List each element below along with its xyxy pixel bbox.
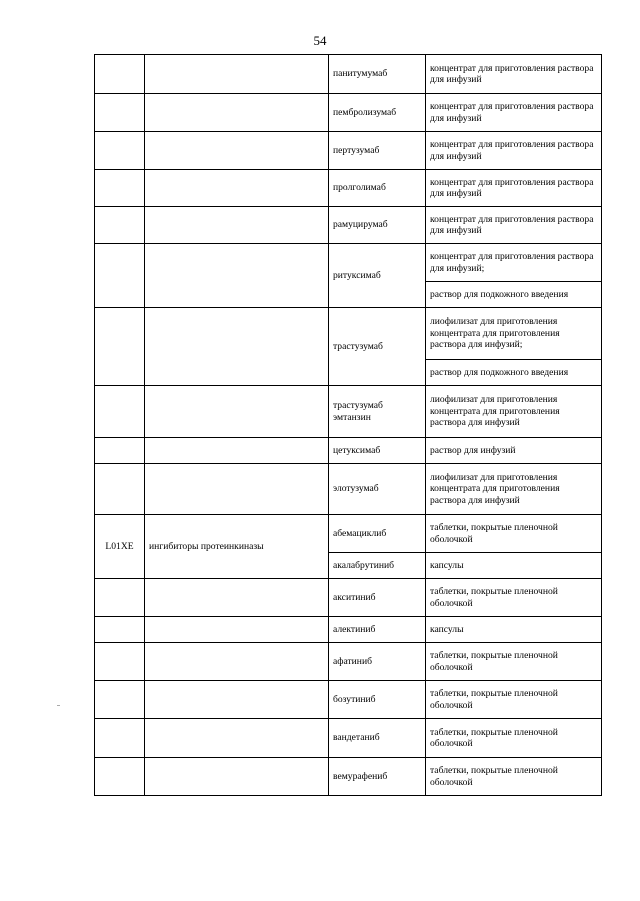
drug-name-cell: абемациклиб <box>329 515 426 553</box>
atc-code-cell <box>95 681 145 719</box>
page-number: 54 <box>313 33 327 48</box>
group-cell <box>145 719 329 758</box>
group-cell <box>145 244 329 308</box>
dosage-form-cell: лиофилизат для приготовления концентрата для приготовления раствора для инфузий <box>426 464 602 515</box>
table-row <box>95 170 602 207</box>
drug-name-cell: акситиниб <box>329 579 426 617</box>
table-row <box>95 94 602 132</box>
table-row <box>95 617 602 643</box>
atc-code-cell <box>95 719 145 758</box>
drug-name-cell: пембролизумаб <box>329 94 426 132</box>
table-row <box>95 643 602 681</box>
group-cell <box>145 617 329 643</box>
group-cell: ингибиторы протеинкиназы <box>145 515 329 579</box>
table-row <box>95 308 602 360</box>
dosage-form-cell: таблетки, покрытые пленочной оболочкой <box>426 719 602 758</box>
drug-name-cell: панитумумаб <box>329 55 426 94</box>
group-cell <box>145 55 329 94</box>
group-cell <box>145 94 329 132</box>
dosage-form-cell: капсулы <box>426 617 602 643</box>
group-cell <box>145 464 329 515</box>
drug-name-cell: трастузумаб <box>329 308 426 386</box>
dosage-form-cell: таблетки, покрытые пленочной оболочкой <box>426 681 602 719</box>
atc-code-cell <box>95 207 145 244</box>
atc-code-cell <box>95 132 145 170</box>
atc-code-cell <box>95 758 145 796</box>
table-row <box>95 579 602 617</box>
drug-name-cell: ритуксимаб <box>329 244 426 308</box>
atc-code-cell <box>95 438 145 464</box>
drug-name-cell: вандетаниб <box>329 719 426 758</box>
table-row <box>95 758 602 796</box>
drug-name-cell: рамуцирумаб <box>329 207 426 244</box>
atc-code-cell <box>95 643 145 681</box>
dosage-form-cell: раствор для подкожного введения <box>426 360 602 386</box>
drug-name-cell: вемурафениб <box>329 758 426 796</box>
atc-code-cell <box>95 94 145 132</box>
table-row <box>95 132 602 170</box>
atc-code-cell <box>95 617 145 643</box>
drug-name-cell: элотузумаб <box>329 464 426 515</box>
group-cell <box>145 438 329 464</box>
group-cell <box>145 386 329 438</box>
table-row <box>95 681 602 719</box>
table-row <box>95 386 602 438</box>
drug-name-cell: алектиниб <box>329 617 426 643</box>
drug-name-cell: пертузумаб <box>329 132 426 170</box>
drug-name-cell: акалабрутиниб <box>329 553 426 579</box>
atc-code-cell <box>95 579 145 617</box>
dosage-form-cell: таблетки, покрытые пленочной оболочкой <box>426 643 602 681</box>
drug-name-cell: бозутиниб <box>329 681 426 719</box>
dosage-form-cell: концентрат для приготовления раствора для инфузий <box>426 55 602 94</box>
drug-name-cell: пролголимаб <box>329 170 426 207</box>
group-cell <box>145 643 329 681</box>
table-row <box>95 207 602 244</box>
atc-code-cell <box>95 170 145 207</box>
group-cell <box>145 170 329 207</box>
table-row <box>95 55 602 94</box>
dosage-form-cell: капсулы <box>426 553 602 579</box>
table-row <box>95 464 602 515</box>
dosage-form-cell: концентрат для приготовления раствора для инфузий <box>426 132 602 170</box>
atc-code-cell <box>95 308 145 386</box>
group-cell <box>145 308 329 386</box>
group-cell <box>145 681 329 719</box>
dosage-form-cell: концентрат для приготовления раствора для инфузий; <box>426 244 602 282</box>
atc-code-cell <box>95 386 145 438</box>
drug-name-cell: афатиниб <box>329 643 426 681</box>
group-cell <box>145 758 329 796</box>
dosage-form-cell: концентрат для приготовления раствора для инфузий <box>426 207 602 244</box>
dosage-form-cell: таблетки, покрытые пленочной оболочкой <box>426 579 602 617</box>
dosage-form-cell: таблетки, покрытые пленочной оболочкой <box>426 515 602 553</box>
dosage-form-cell: лиофилизат для приготовления концентрата для приготовления раствора для инфузий; <box>426 308 602 360</box>
table-row <box>95 438 602 464</box>
group-cell <box>145 579 329 617</box>
table-row <box>95 719 602 758</box>
atc-code-cell: L01XE <box>95 515 145 579</box>
drug-name-cell: цетуксимаб <box>329 438 426 464</box>
dosage-form-cell: раствор для инфузий <box>426 438 602 464</box>
atc-code-cell <box>95 55 145 94</box>
drug-table-body <box>95 55 602 796</box>
table-row <box>95 244 602 282</box>
group-cell <box>145 132 329 170</box>
dosage-form-cell: лиофилизат для приготовления концентрата для приготовления раствора для инфузий <box>426 386 602 438</box>
dosage-form-cell: концентрат для приготовления раствора для инфузий <box>426 94 602 132</box>
dosage-form-cell: раствор для подкожного введения <box>426 282 602 308</box>
drug-name-cell: трастузумаб эмтанзин <box>329 386 426 438</box>
atc-code-cell <box>95 464 145 515</box>
dosage-form-cell: концентрат для приготовления раствора для инфузий <box>426 170 602 207</box>
dosage-form-cell: таблетки, покрытые пленочной оболочкой <box>426 758 602 796</box>
group-cell <box>145 207 329 244</box>
scan-speck <box>57 705 60 706</box>
drug-table <box>94 54 602 796</box>
table-row <box>95 515 602 553</box>
atc-code-cell <box>95 244 145 308</box>
